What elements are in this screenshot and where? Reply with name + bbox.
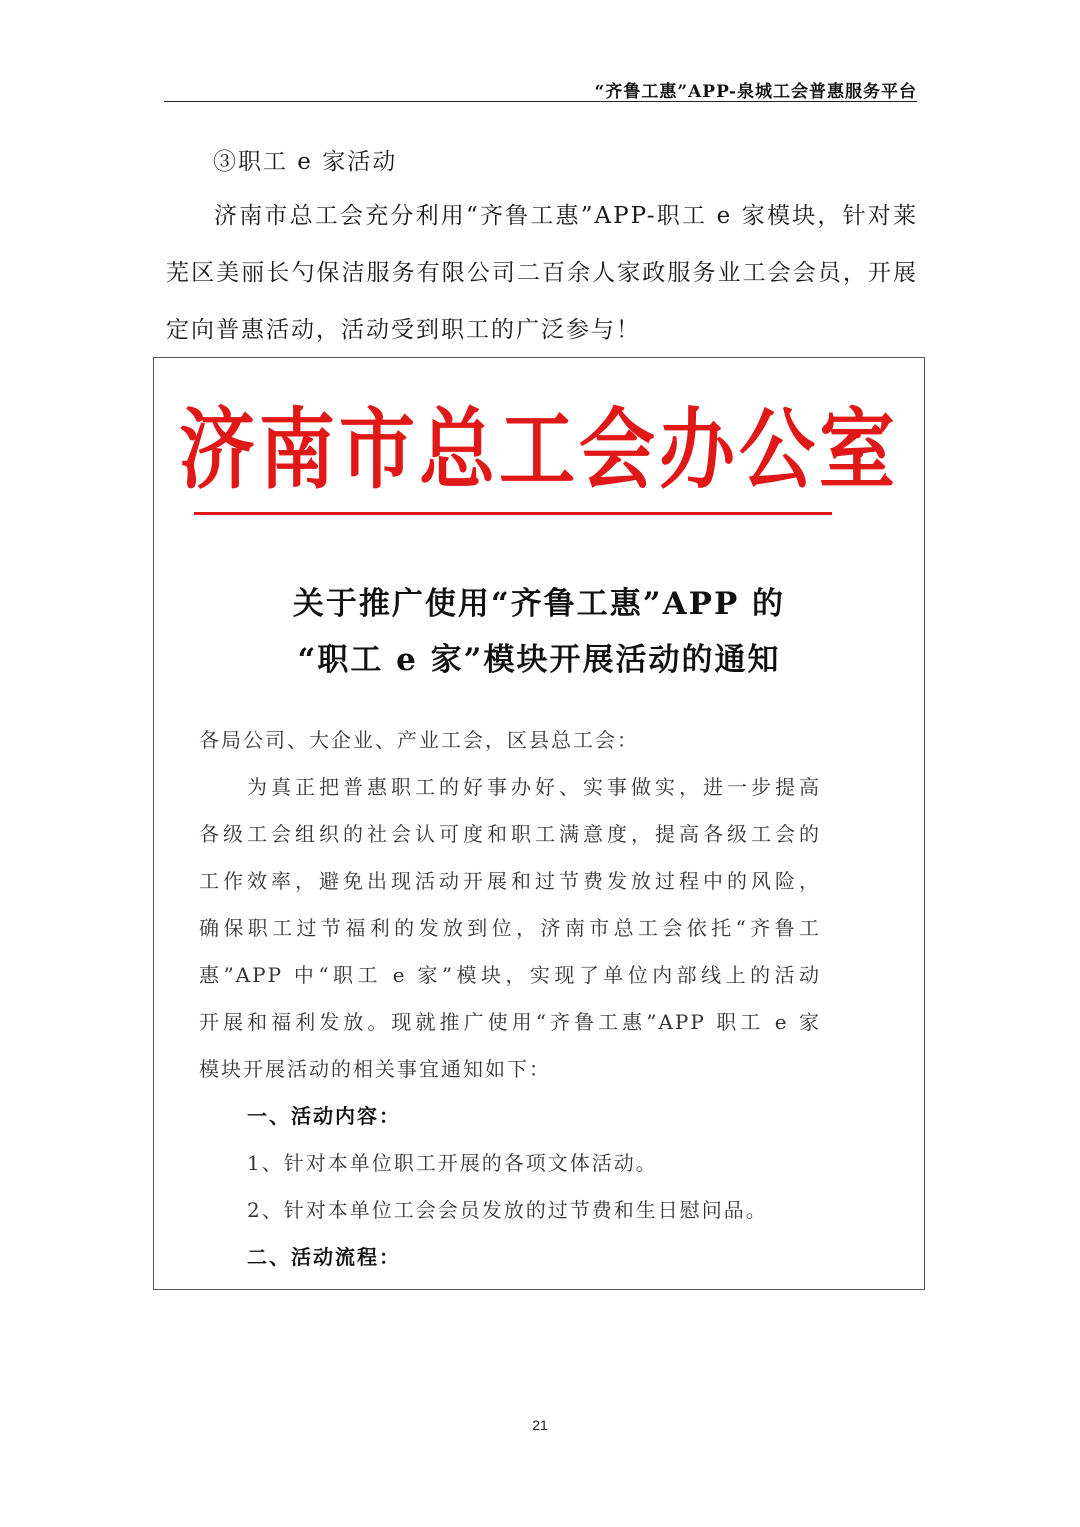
- notice-list-item: 2、针对本单位工会会员发放的过节费和生日慰问品。: [247, 1198, 768, 1222]
- notice-body-line: 工作效率，避免出现活动开展和过节费发放过程中的风险，: [199, 869, 821, 893]
- notice-title: [154, 576, 924, 688]
- intro-line: 定向普惠活动，活动受到职工的广泛参与！: [166, 317, 641, 343]
- notice-body-line: 为真正把普惠职工的好事办好、实事做实，进一步提高: [247, 775, 821, 799]
- notice-image-frame: [153, 357, 925, 1290]
- notice-title-line: “职工 e 家”模块开展活动的通知: [297, 642, 781, 678]
- office-letterhead: 济南市总工会办公室: [179, 398, 899, 501]
- notice-title-line: 关于推广使用“齐鲁工惠”APP 的: [292, 586, 786, 622]
- notice-body-line: 模块开展活动的相关事宜通知如下：: [199, 1057, 551, 1081]
- notice-addressee: 各局公司、大企业、产业工会，区县总工会：: [199, 728, 639, 752]
- intro-line: 济南市总工会充分利用“齐鲁工惠”APP-职工 e 家模块，针对莱: [214, 203, 918, 229]
- page-number: 21: [532, 1417, 548, 1433]
- running-header: “齐鲁工惠”APP-泉城工会普惠服务平台: [594, 82, 917, 102]
- intro-line: 芜区美丽长勺保洁服务有限公司二百余人家政服务业工会会员，开展: [166, 260, 918, 286]
- letterhead-red-rule: [194, 512, 832, 515]
- notice-section-heading: 一、活动内容：: [247, 1104, 401, 1128]
- notice-body: [199, 726, 821, 1290]
- notice-body-line: 各级工会组织的社会认可度和职工满意度，提高各级工会的: [199, 822, 821, 846]
- intro-paragraph: [166, 198, 918, 369]
- section-heading: ③职工 e 家活动: [213, 149, 398, 175]
- notice-body-line: 惠”APP 中“职工 e 家”模块，实现了单位内部线上的活动: [199, 963, 821, 987]
- notice-body-line: 确保职工过节福利的发放到位，济南市总工会依托“齐鲁工: [199, 916, 821, 940]
- notice-list-item: 1、针对本单位职工开展的各项文体活动。: [247, 1151, 658, 1175]
- header-rule: [164, 101, 917, 102]
- notice-body-line: 开展和福利发放。现就推广使用“齐鲁工惠”APP 职工 e 家: [199, 1010, 821, 1034]
- notice-section-heading: 二、活动流程：: [247, 1245, 401, 1269]
